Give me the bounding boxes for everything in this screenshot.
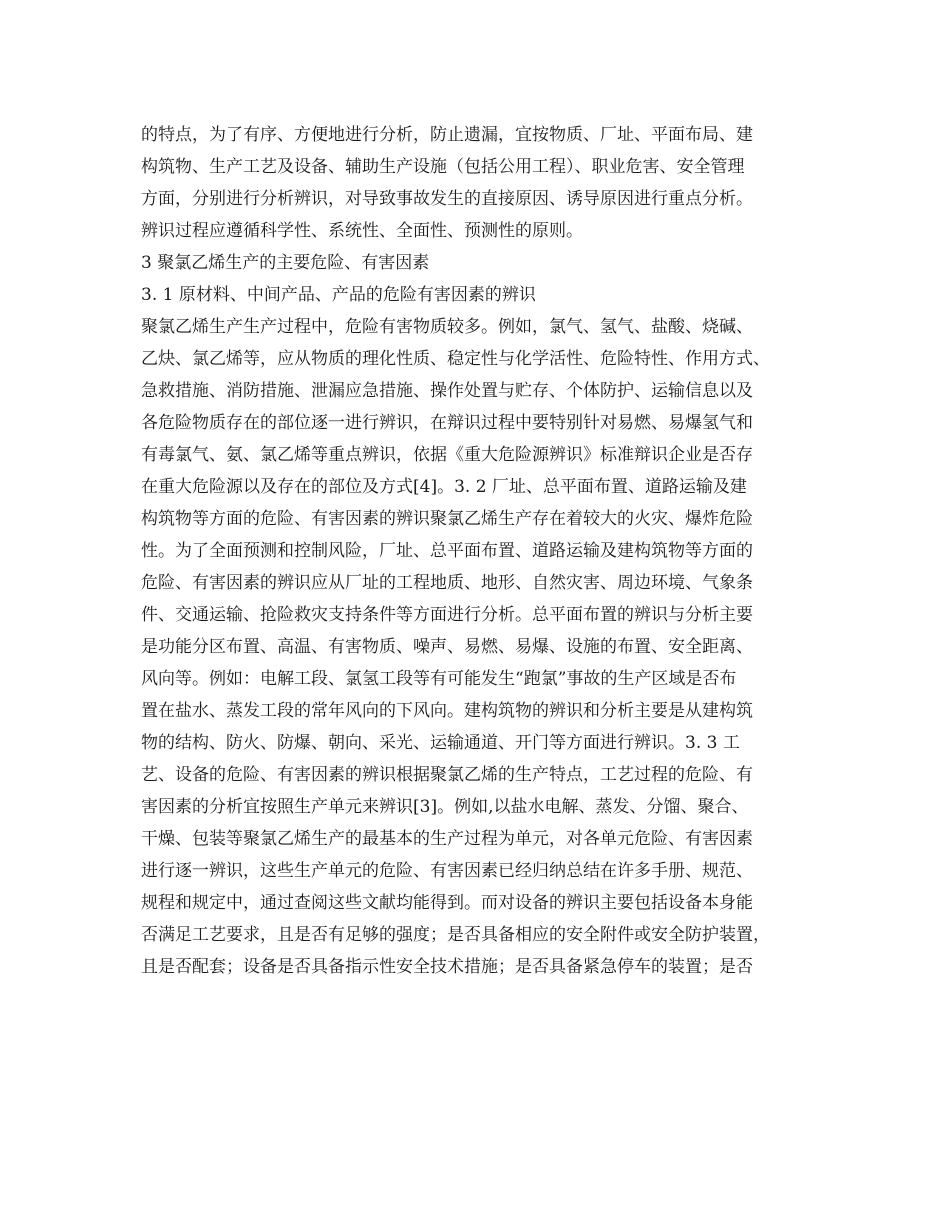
text-line-21: 艺、设备的危险、有害因素的辨识根据聚氯乙烯的生产特点，工艺过程的危险、有: [141, 765, 753, 785]
text-line-8: 乙炔、氯乙烯等，应从物质的理化性质、稳定性与化学活性、危险特性、作用方式、: [141, 349, 770, 369]
text-line-9: 急救措施、消防措施、泄漏应急措施、操作处置与贮存、个体防护、运输信息以及: [141, 381, 753, 401]
subsection-heading-3-1: 3. 1 原材料、中间产品、产品的危险有害因素的辨识: [141, 285, 536, 305]
text-line-25: 规程和规定中，通过查阅这些文献均能得到。而对设备的辨识主要包括设备本身能: [141, 893, 753, 913]
text-line-22: 害因素的分析宜按照生产单元来辨识[3]。例如,以盐水电解、蒸发、分馏、聚合、: [141, 797, 749, 817]
text-line-16: 件、交通运输、抢险救灾支持条件等方面进行分析。总平面布置的辨识与分析主要: [141, 605, 753, 625]
text-line-3: 方面，分别进行分析辨识，对导致事故发生的直接原因、诱导原因进行重点分析。: [141, 189, 753, 209]
text-line-15: 危险、有害因素的辨识应从厂址的工程地质、地形、自然灾害、周边环境、气象条: [141, 573, 753, 593]
text-line-19: 置在盐水、蒸发工段的常年风向的下风向。建构筑物的辨识和分析主要是从建构筑: [141, 701, 753, 721]
text-line-18: 风向等。例如：电解工段、氯氢工段等有可能发生“跑氯”事故的生产区域是否布: [141, 669, 737, 689]
text-line-2: 构筑物、生产工艺及设备、辅助生产设施（包括公用工程）、职业危害、安全管理: [141, 157, 745, 177]
text-line-11: 有毒氯气、氨、氯乙烯等重点辨识，依据《重大危险源辨识》标准辩识企业是否存: [141, 445, 753, 465]
text-line-24: 进行逐一辨识，这些生产单元的危险、有害因素已经归纳总结在许多手册、规范、: [141, 861, 753, 881]
section-heading-3: 3 聚氯乙烯生产的主要危险、有害因素: [141, 253, 430, 273]
text-line-20: 物的结构、防火、防爆、朝向、采光、运输通道、开门等方面进行辨识。3. 3 工: [141, 733, 740, 753]
text-line-1: 的特点，为了有序、方便地进行分析，防止遗漏，宜按物质、厂址、平面布局、建: [141, 125, 753, 145]
text-line-10: 各危险物质存在的部位逐一进行辨识，在辩识过程中要特别针对易燃、易爆氢气和: [141, 413, 753, 433]
text-line-23: 干燥、包装等聚氯乙烯生产的最基本的生产过程为单元，对各单元危险、有害因素: [141, 829, 753, 849]
text-line-27: 且是否配套；设备是否具备指示性安全技术措施；是否具备紧急停车的装置；是否: [141, 957, 753, 977]
text-line-17: 是功能分区布置、高温、有害物质、噪声、易燃、易爆、设施的布置、安全距离、: [141, 637, 753, 657]
text-line-4: 辨识过程应遵循科学性、系统性、全面性、预测性的原则。: [141, 221, 583, 241]
text-line-13: 构筑物等方面的危险、有害因素的辨识聚氯乙烯生产存在着较大的火灾、爆炸危险: [141, 509, 753, 529]
text-line-14: 性。为了全面预测和控制风险，厂址、总平面布置、道路运输及建构筑物等方面的: [141, 541, 753, 561]
text-line-7: 聚氯乙烯生产生产过程中，危险有害物质较多。例如，氯气、氢气、盐酸、烧碱、: [141, 317, 753, 337]
text-line-26: 否满足工艺要求，且是否有足够的强度；是否具备相应的安全附件或安全防护装置，: [141, 925, 770, 945]
body-text: [141, 119, 821, 983]
text-line-12: 在重大危险源以及存在的部位及方式[4]。3. 2 厂址、总平面布置、道路运输及建: [141, 477, 747, 497]
